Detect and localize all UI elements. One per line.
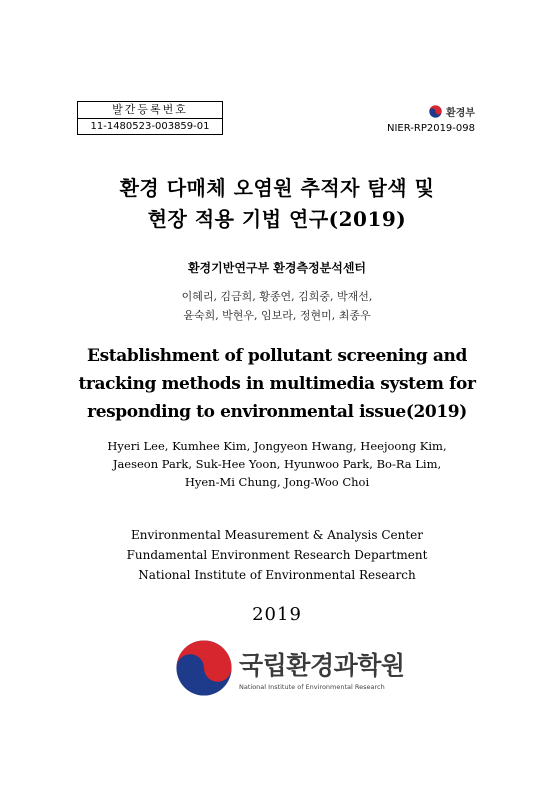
korean-authors-line: 윤숙희, 박현우, 임보라, 정현미, 최종우	[183, 309, 371, 322]
korean-authors-line: 이혜리, 김금희, 황종연, 김희중, 박재선,	[181, 290, 373, 303]
korean-department: 환경기반연구부 환경측정분석센터	[187, 261, 367, 275]
publication-year: 2019	[252, 604, 302, 625]
english-authors	[0, 437, 554, 491]
organization-line: Environmental Measurement & Analysis Center	[130, 528, 424, 542]
taegeuk-icon	[175, 639, 233, 697]
english-title-line: tracking methods in multimedia system for	[78, 374, 476, 394]
organization-line: National Institute of Environmental Research	[138, 568, 416, 582]
organization-line: Fundamental Environment Research Department	[126, 548, 428, 562]
registration-box	[77, 101, 223, 135]
english-title	[0, 342, 554, 426]
english-title-line: responding to environmental issue(2019)	[87, 402, 467, 422]
taegeuk-icon	[429, 105, 442, 118]
english-organizations	[0, 525, 554, 585]
ministry-name: 환경부	[446, 108, 475, 119]
english-title-line: Establishment of pollutant screening and	[87, 346, 467, 366]
institute-name-en: National Institute of Environmental Research	[239, 682, 385, 691]
korean-title	[0, 173, 554, 235]
korean-title-line: 현장 적용 기법 연구(2019)	[147, 207, 407, 231]
institute-name-kr: 국립환경과학원	[239, 650, 405, 680]
institute-logo	[175, 639, 405, 697]
korean-authors	[0, 287, 554, 325]
korean-title-line: 환경 다매체 오염원 추적자 탐색 및	[119, 176, 435, 200]
english-authors-line: Hyen-Mi Chung, Jong-Woo Choi	[184, 475, 370, 489]
registration-label: 발간등록번호	[78, 102, 222, 119]
english-authors-line: Jaeseon Park, Suk-Hee Yoon, Hyunwoo Park, Bo-Ra Lim,	[112, 457, 442, 471]
english-authors-line: Hyeri Lee, Kumhee Kim, Jongyeon Hwang, Heejoong Kim,	[107, 439, 447, 453]
report-number: NIER-RP2019-098	[386, 123, 475, 134]
registration-number: 11-1480523-003859-01	[90, 121, 210, 132]
ministry-logo	[429, 104, 475, 119]
